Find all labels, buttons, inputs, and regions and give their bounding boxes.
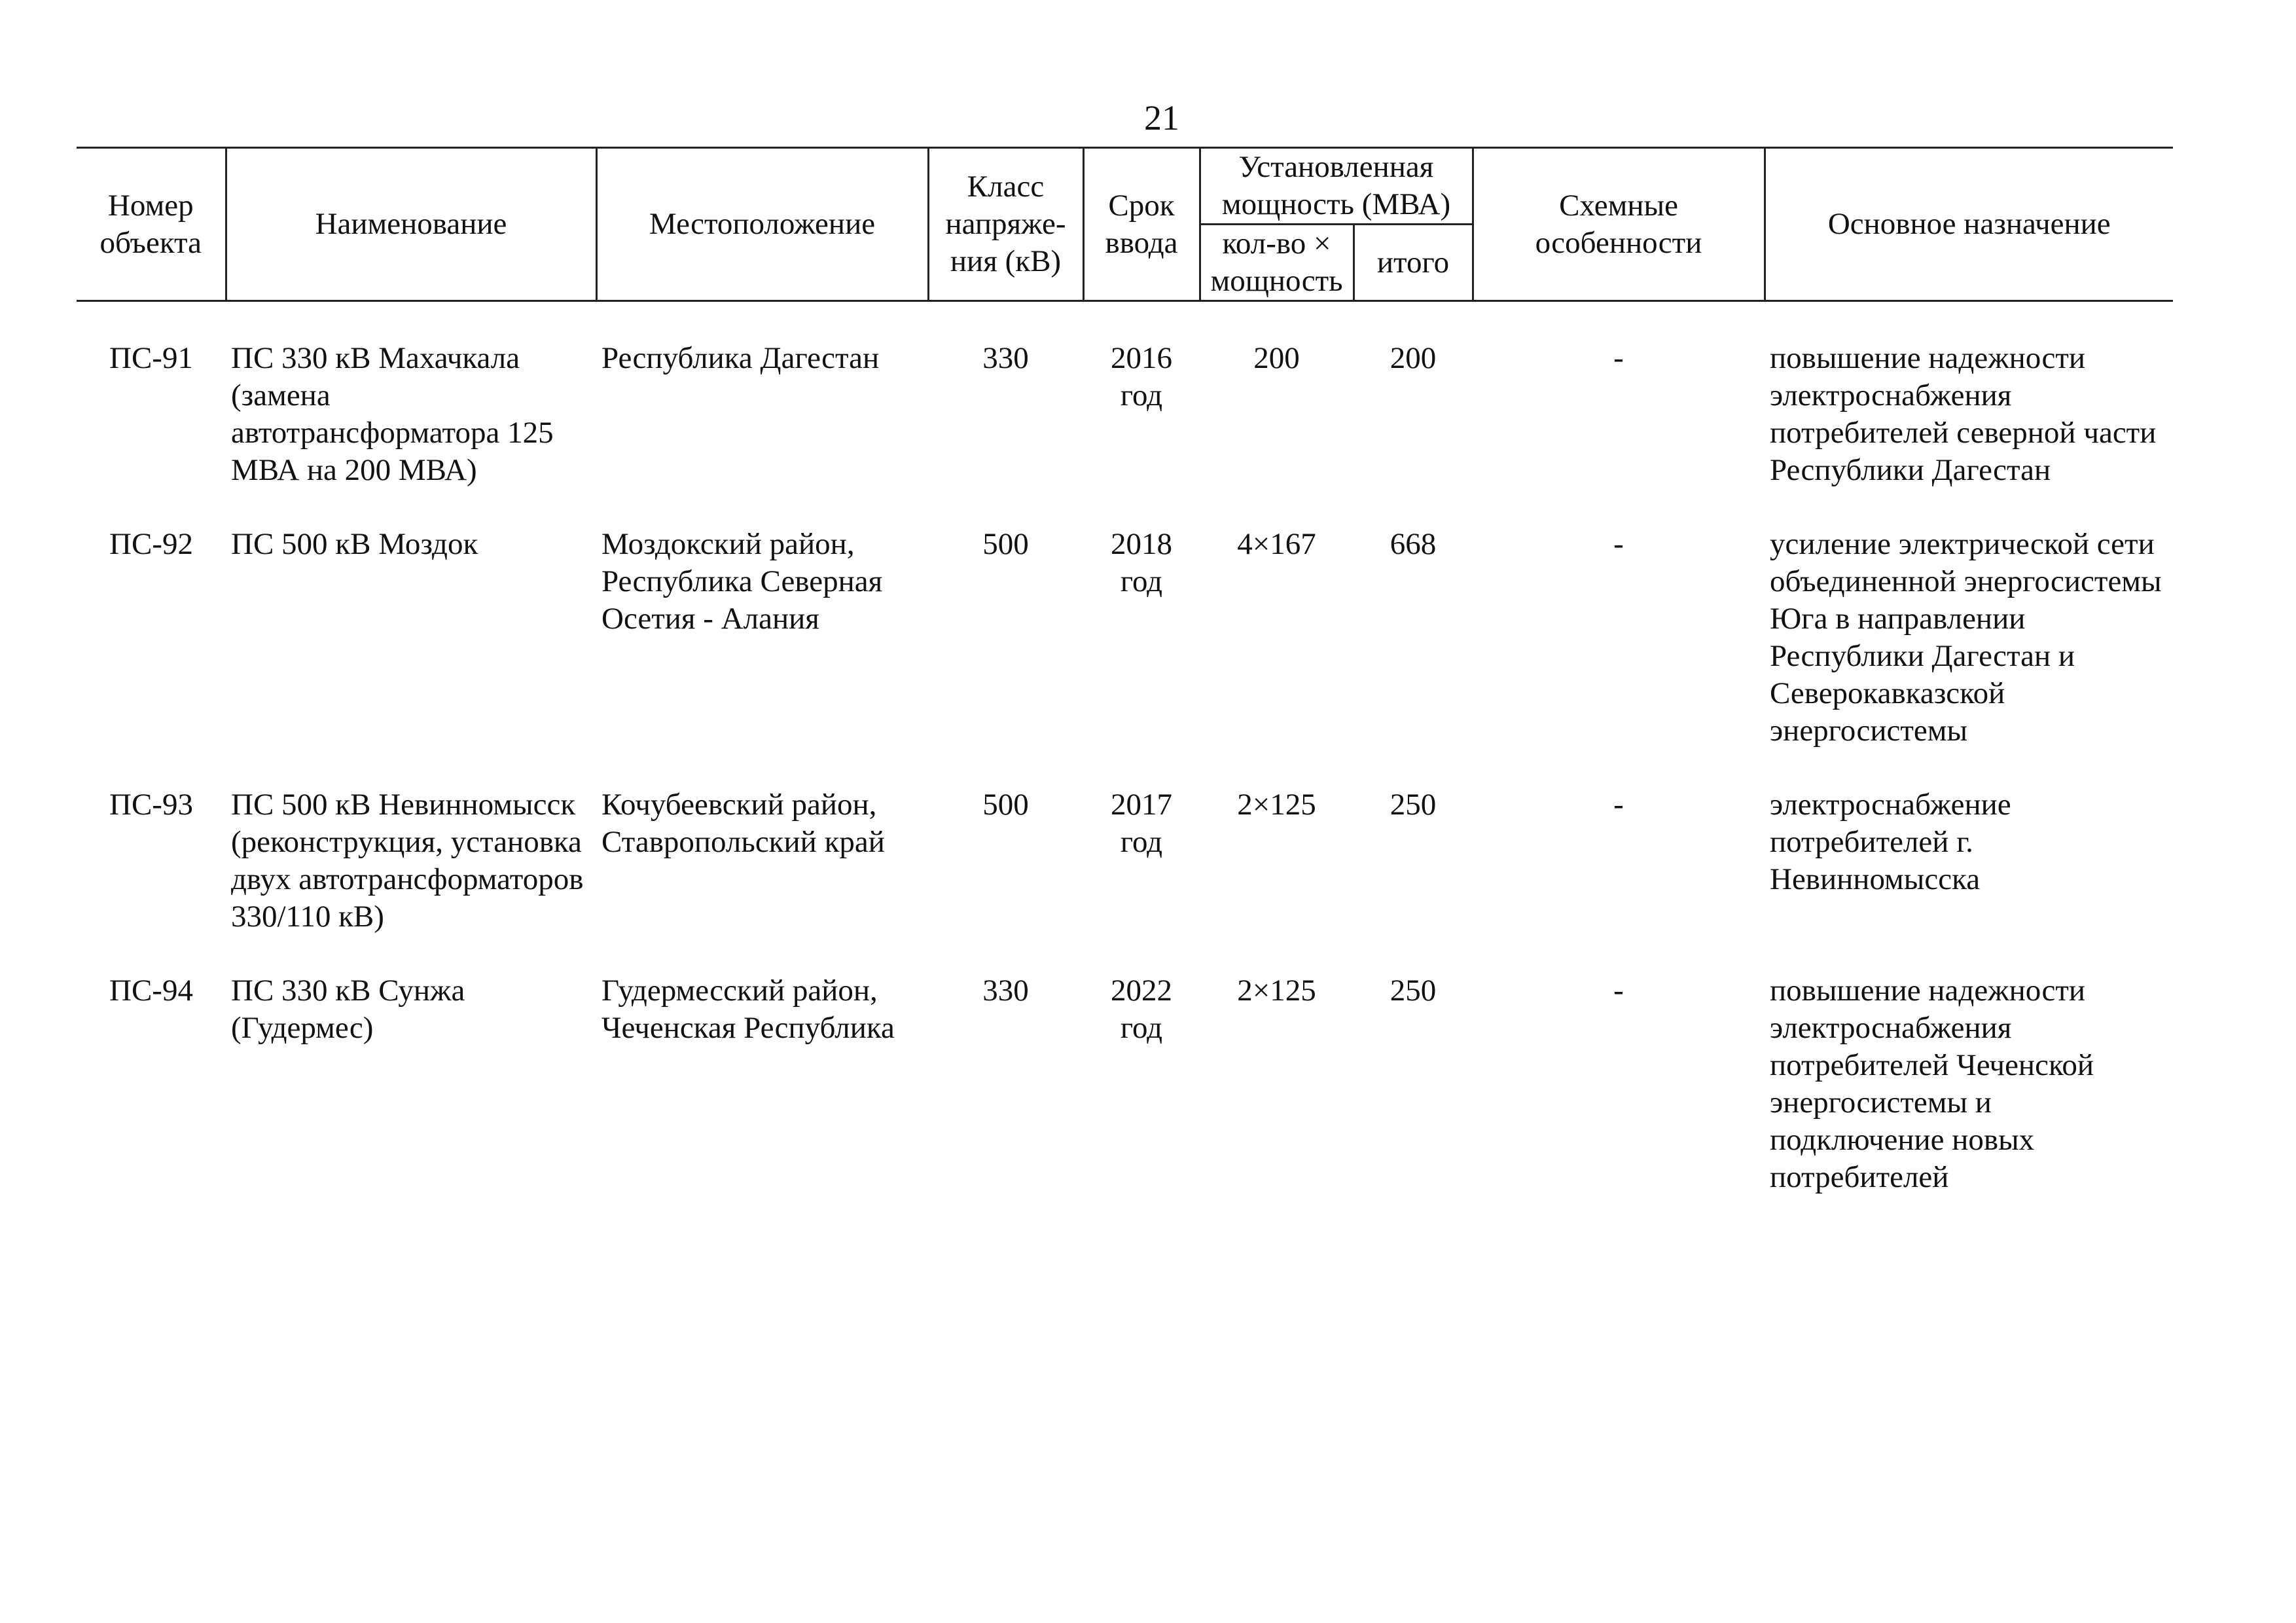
row-purpose: повышение надежности электроснабжения потребителей Чеченской энергосистемы и подключение новых потребителей	[1770, 974, 2094, 1194]
page-number: 21	[1144, 98, 1179, 137]
header-purpose: Основное назначение	[1765, 148, 2173, 301]
header-location: Местоположение	[596, 148, 928, 301]
row-voltage: 330	[982, 974, 1029, 1008]
row-voltage: 500	[982, 788, 1029, 822]
row-scheme: -	[1613, 527, 1624, 561]
row-scheme: -	[1613, 341, 1624, 375]
row-scheme: -	[1613, 788, 1624, 822]
header-installed-power: Установленная мощность (МВА)	[1200, 148, 1473, 225]
row-name: ПС 330 кВ Махачкала (замена автотрансформатора 125 МВА на 200 МВА)	[231, 341, 554, 487]
row-purpose: усиление электрической сети объединенной энергосистемы Юга в направлении Республики Дагестан и Северокавказской энергосистемы	[1770, 527, 2162, 748]
row-name: ПС 330 кВ Сунжа (Гудермес)	[231, 974, 465, 1045]
row-total: 200	[1390, 341, 1437, 375]
row-name: ПС 500 кВ Моздок	[231, 527, 478, 561]
substations-table	[77, 147, 2173, 1233]
row-purpose: электроснабжение потребителей г. Невинномысска	[1770, 788, 2011, 896]
row-commissioning: 2016 год	[1111, 341, 1172, 412]
header-commissioning: Срок ввода	[1083, 148, 1200, 301]
table-row	[77, 340, 2173, 526]
row-total: 250	[1390, 974, 1437, 1008]
row-qty-power: 200	[1253, 341, 1300, 375]
row-location: Республика Дагестан	[601, 341, 880, 375]
header-name: Наименование	[226, 148, 596, 301]
header-qty-power: кол-во × мощность	[1200, 225, 1354, 301]
table-row	[77, 526, 2173, 786]
row-commissioning: 2017 год	[1111, 788, 1172, 859]
row-commissioning: 2022 год	[1111, 974, 1172, 1045]
row-voltage: 330	[982, 341, 1029, 375]
table-header	[77, 148, 2173, 301]
row-purpose: повышение надежности электроснабжения потребителей северной части Республики Дагестан	[1770, 341, 2157, 487]
header-number: Номер объекта	[77, 148, 226, 301]
row-total: 668	[1390, 527, 1437, 561]
row-number: ПС-91	[109, 341, 193, 375]
row-total: 250	[1390, 788, 1437, 822]
table-row	[77, 786, 2173, 972]
row-qty-power: 2×125	[1237, 974, 1316, 1008]
row-scheme: -	[1613, 974, 1624, 1008]
row-location: Моздокский район, Республика Северная Осетия - Алания	[601, 527, 883, 636]
row-qty-power: 4×167	[1237, 527, 1316, 561]
row-qty-power: 2×125	[1237, 788, 1316, 822]
row-commissioning: 2018 год	[1111, 527, 1172, 598]
row-number: ПС-93	[109, 788, 193, 822]
header-total: итого	[1354, 225, 1473, 301]
row-number: ПС-92	[109, 527, 193, 561]
row-location: Гудермесский район, Чеченская Республика	[601, 974, 895, 1045]
row-name: ПС 500 кВ Невинномысск (реконструкция, установка двух автотрансформаторов 330/110 кВ)	[231, 788, 584, 934]
row-location: Кочубеевский район, Ставропольский край	[601, 788, 885, 859]
row-voltage: 500	[982, 527, 1029, 561]
row-number: ПС-94	[109, 974, 193, 1008]
header-voltage: Класс напряже-ния (кВ)	[928, 148, 1083, 301]
header-scheme: Схемные особенности	[1473, 148, 1765, 301]
table-row	[77, 972, 2173, 1233]
